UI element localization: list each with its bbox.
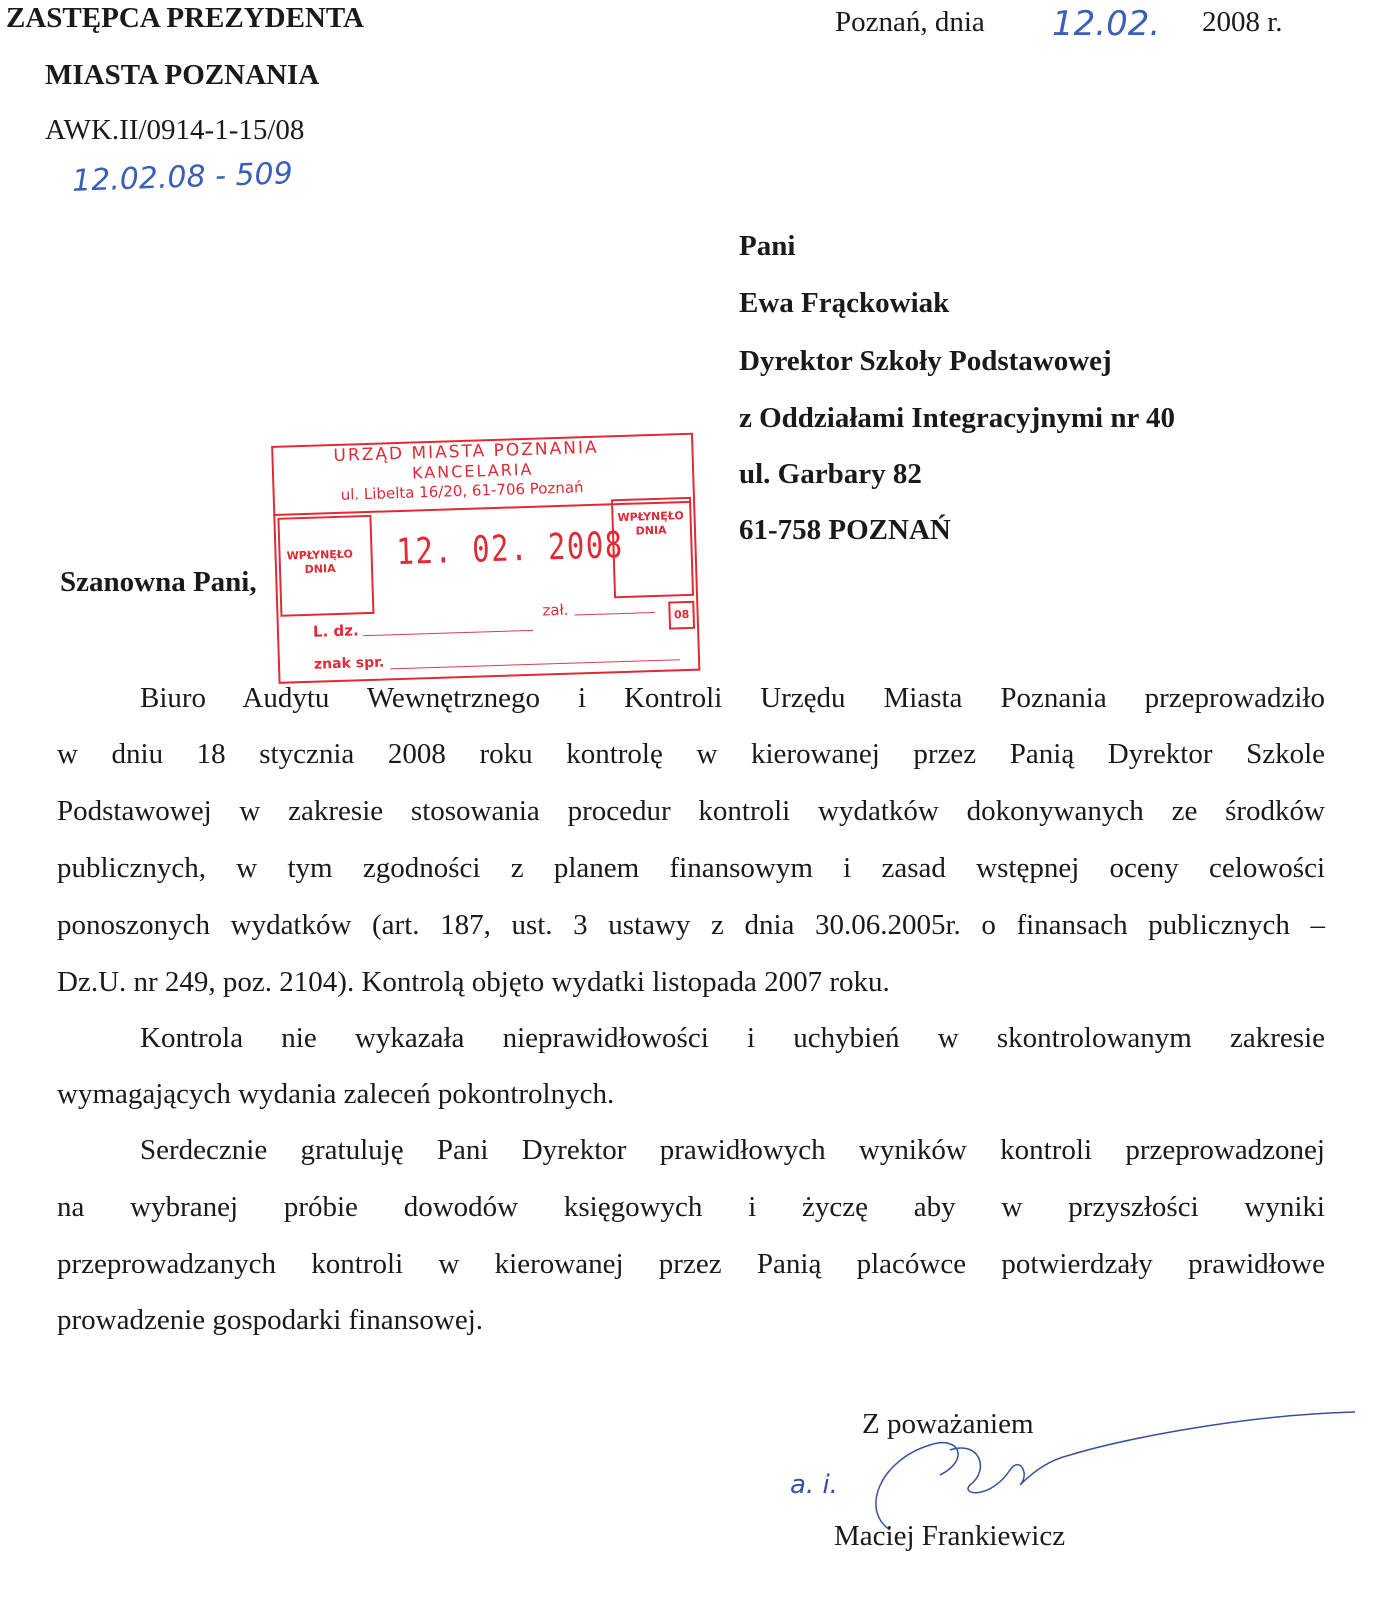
body-line: na wybranej próbie dowodów księgowych i życzę aby w przyszłości wyniki xyxy=(57,1191,1325,1223)
body-line: publicznych, w tym zgodności z planem finansowym i zasad wstępnej oceny celowości xyxy=(57,852,1325,884)
recipient-school: z Oddziałami Integracyjnymi nr 40 xyxy=(739,402,1176,434)
body-line: wymagających wydania zaleceń pokontrolnych. xyxy=(57,1078,615,1110)
stamp-office: URZĄD MIASTA POZNANIA xyxy=(333,437,599,467)
salutation: Szanowna Pani, xyxy=(60,566,257,598)
body-line: Dz.U. nr 249, poz. 2104). Kontrolą objęto wydatki listopada 2007 roku. xyxy=(57,966,890,998)
body-line: Kontrola nie wykazała nieprawidłowości i uchybień w skontrolowanym zakresie xyxy=(140,1022,1325,1054)
handwritten-reference: 12.02.08 - 509 xyxy=(71,156,294,199)
recipient-position: Dyrektor Szkoły Podstawowej xyxy=(739,345,1112,377)
stamp-address: ul. Libelta 16/20, 61-706 Poznań xyxy=(340,478,584,504)
body-line: prowadzenie gospodarki finansowej. xyxy=(57,1304,484,1336)
recipient-street: ul. Garbary 82 xyxy=(739,458,922,490)
stamp-department: KANCELARIA xyxy=(411,459,534,483)
office-title-line2: MIASTA POZNANIA xyxy=(45,59,320,91)
recipient-city: 61-758 POZNAŃ xyxy=(739,514,951,546)
body-line: Biuro Audytu Wewnętrznego i Kontroli Urzędu Miasta Poznania przeprowadziło xyxy=(140,682,1325,714)
received-stamp xyxy=(270,396,713,685)
body-line: przeprowadzanych kontroli w kierowanej przez Panią placówce potwierdzały prawidłowe xyxy=(57,1248,1325,1280)
stamp-received-left: WPŁYNĘŁO DNIA xyxy=(286,547,354,576)
stamp-date: 12. 02. 2008 xyxy=(395,524,625,574)
stamp-zal-label: zał. xyxy=(542,600,569,620)
body-line: Podstawowej w zakresie stosowania procedur kontroli wydatków dokonywanych ze środków xyxy=(57,795,1325,827)
date-prefix: Poznań, dnia xyxy=(835,6,985,38)
signature-note: a. i. xyxy=(790,1470,838,1500)
body-line: w dniu 18 stycznia 2008 roku kontrolę w kierowanej przez Panią Dyrektor Szkole xyxy=(57,738,1325,770)
body-line: ponoszonych wydatków (art. 187, ust. 3 ustawy z dnia 30.06.2005r. o finansach publicznych – xyxy=(57,909,1325,941)
date-handwritten: 12.02. xyxy=(1052,4,1161,44)
recipient-title: Pani xyxy=(739,230,796,262)
stamp-ldz-label: L. dz. xyxy=(312,621,359,641)
reference-number: AWK.II/0914-1-15/08 xyxy=(45,114,305,146)
closing-greeting: Z poważaniem xyxy=(862,1408,1034,1440)
recipient-name: Ewa Frąckowiak xyxy=(739,287,950,319)
signatory-name: Maciej Frankiewicz xyxy=(834,1520,1066,1552)
office-title-line1: ZASTĘPCA PREZYDENTA xyxy=(6,2,364,34)
body-line: Serdecznie gratuluję Pani Dyrektor prawidłowych wyników kontroli przeprowadzonej xyxy=(140,1134,1325,1166)
date-year: 2008 r. xyxy=(1202,6,1283,38)
stamp-znak-label: znak spr. xyxy=(313,654,385,673)
stamp-received-right: WPŁYNĘŁO DNIA xyxy=(617,509,684,538)
stamp-box-number: 08 xyxy=(668,601,695,630)
